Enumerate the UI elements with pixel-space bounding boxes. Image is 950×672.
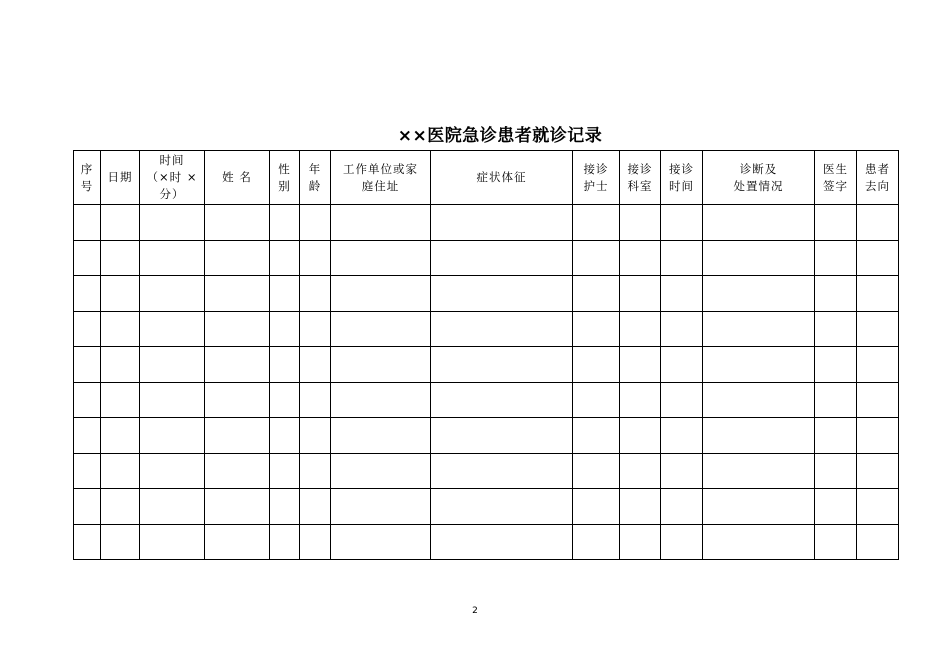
table-cell[interactable] xyxy=(661,489,703,525)
table-cell[interactable] xyxy=(300,205,331,241)
table-cell[interactable] xyxy=(573,418,620,454)
table-cell[interactable] xyxy=(703,205,815,241)
table-cell[interactable] xyxy=(140,205,205,241)
table-cell[interactable] xyxy=(74,418,101,454)
table-cell[interactable] xyxy=(815,453,857,489)
table-cell[interactable] xyxy=(815,311,857,347)
table-cell[interactable] xyxy=(205,453,270,489)
table-row xyxy=(74,524,899,560)
table-body xyxy=(74,205,899,560)
table-cell[interactable] xyxy=(270,453,300,489)
table-cell[interactable] xyxy=(140,524,205,560)
table-cell[interactable] xyxy=(703,453,815,489)
column-header xyxy=(573,151,620,205)
table-cell[interactable] xyxy=(205,347,270,383)
table-cell[interactable] xyxy=(101,524,140,560)
column-header xyxy=(300,151,331,205)
table-cell[interactable] xyxy=(573,240,620,276)
table-cell[interactable] xyxy=(620,347,661,383)
table-cell[interactable] xyxy=(205,382,270,418)
column-header-label: 时间 （×时 × 分） xyxy=(146,153,198,201)
table-cell[interactable] xyxy=(573,205,620,241)
table-cell[interactable] xyxy=(857,382,899,418)
column-header-label: 工作单位或家 庭住址 xyxy=(343,161,418,193)
table-cell[interactable] xyxy=(140,240,205,276)
table-row xyxy=(74,347,899,383)
table-cell[interactable] xyxy=(140,382,205,418)
table-cell[interactable] xyxy=(74,205,101,241)
table-cell[interactable] xyxy=(431,347,573,383)
table-cell[interactable] xyxy=(270,240,300,276)
table-cell[interactable] xyxy=(857,240,899,276)
column-header-label: 接诊 时间 xyxy=(669,161,694,193)
table-cell[interactable] xyxy=(331,240,431,276)
table-row xyxy=(74,418,899,454)
column-header-label: 接诊 科室 xyxy=(627,161,653,193)
table-cell[interactable] xyxy=(205,524,270,560)
table-cell[interactable] xyxy=(661,524,703,560)
table-cell[interactable] xyxy=(300,240,331,276)
column-header-label: 接诊 护士 xyxy=(583,161,609,193)
table-cell[interactable] xyxy=(703,524,815,560)
table-cell[interactable] xyxy=(331,347,431,383)
table-header-row xyxy=(74,151,899,205)
table-cell[interactable] xyxy=(857,489,899,525)
table-cell[interactable] xyxy=(703,382,815,418)
table-cell[interactable] xyxy=(573,311,620,347)
table-cell[interactable] xyxy=(101,311,140,347)
table-cell[interactable] xyxy=(815,276,857,312)
table-cell[interactable] xyxy=(661,276,703,312)
table-cell[interactable] xyxy=(431,453,573,489)
column-header xyxy=(857,151,899,205)
table-cell[interactable] xyxy=(703,311,815,347)
column-header-label: 性 别 xyxy=(278,161,291,193)
table-cell[interactable] xyxy=(573,276,620,312)
table-cell[interactable] xyxy=(703,418,815,454)
table-cell[interactable] xyxy=(140,347,205,383)
table-cell[interactable] xyxy=(300,453,331,489)
table-cell[interactable] xyxy=(331,205,431,241)
table-cell[interactable] xyxy=(661,418,703,454)
table-cell[interactable] xyxy=(74,311,101,347)
table-cell[interactable] xyxy=(620,524,661,560)
table-cell[interactable] xyxy=(857,347,899,383)
table-cell[interactable] xyxy=(815,418,857,454)
table-cell[interactable] xyxy=(573,489,620,525)
table-cell[interactable] xyxy=(620,382,661,418)
table-cell[interactable] xyxy=(431,418,573,454)
column-header xyxy=(205,151,270,205)
table-row xyxy=(74,205,899,241)
table-row xyxy=(74,276,899,312)
table-cell[interactable] xyxy=(74,276,101,312)
table-cell[interactable] xyxy=(140,418,205,454)
table-cell[interactable] xyxy=(331,453,431,489)
table-cell[interactable] xyxy=(140,311,205,347)
table-cell[interactable] xyxy=(431,311,573,347)
table-cell[interactable] xyxy=(703,240,815,276)
column-header-label: 序 号 xyxy=(80,161,94,193)
column-header xyxy=(331,151,431,205)
table-cell[interactable] xyxy=(140,489,205,525)
column-header-label: 年 龄 xyxy=(308,161,322,193)
table-cell[interactable] xyxy=(573,347,620,383)
table-row xyxy=(74,489,899,525)
table-cell[interactable] xyxy=(620,453,661,489)
column-header xyxy=(270,151,300,205)
table-cell[interactable] xyxy=(300,382,331,418)
table-cell[interactable] xyxy=(270,205,300,241)
table-cell[interactable] xyxy=(431,524,573,560)
table-cell[interactable] xyxy=(270,311,300,347)
table-cell[interactable] xyxy=(331,382,431,418)
table-cell[interactable] xyxy=(205,205,270,241)
table-cell[interactable] xyxy=(140,453,205,489)
table-cell[interactable] xyxy=(270,382,300,418)
table-cell[interactable] xyxy=(573,453,620,489)
table-cell[interactable] xyxy=(270,524,300,560)
table-cell[interactable] xyxy=(431,205,573,241)
column-header-label: 患者 去向 xyxy=(865,161,890,193)
table-cell[interactable] xyxy=(101,205,140,241)
table-cell[interactable] xyxy=(205,276,270,312)
table-cell[interactable] xyxy=(101,276,140,312)
column-header xyxy=(661,151,703,205)
table-cell[interactable] xyxy=(620,205,661,241)
column-header xyxy=(703,151,815,205)
table-cell[interactable] xyxy=(331,524,431,560)
table-cell[interactable] xyxy=(815,382,857,418)
table-cell[interactable] xyxy=(205,311,270,347)
table-cell[interactable] xyxy=(74,347,101,383)
table-cell[interactable] xyxy=(74,240,101,276)
table-cell[interactable] xyxy=(300,276,331,312)
table-cell[interactable] xyxy=(101,347,140,383)
table-cell[interactable] xyxy=(101,382,140,418)
table-cell[interactable] xyxy=(101,489,140,525)
table-cell[interactable] xyxy=(431,382,573,418)
table-cell[interactable] xyxy=(857,418,899,454)
table-cell[interactable] xyxy=(431,240,573,276)
table-cell[interactable] xyxy=(300,347,331,383)
column-header xyxy=(815,151,857,205)
table-cell[interactable] xyxy=(431,276,573,312)
column-header-label: 诊断及 处置情况 xyxy=(733,161,784,193)
column-header xyxy=(620,151,661,205)
table-cell[interactable] xyxy=(857,205,899,241)
table-cell[interactable] xyxy=(140,276,205,312)
column-header xyxy=(140,151,205,205)
column-header xyxy=(431,151,573,205)
table-cell[interactable] xyxy=(661,347,703,383)
table-cell[interactable] xyxy=(573,524,620,560)
table-cell[interactable] xyxy=(857,276,899,312)
table-cell[interactable] xyxy=(815,347,857,383)
table-cell[interactable] xyxy=(300,524,331,560)
table-cell[interactable] xyxy=(270,347,300,383)
table-cell[interactable] xyxy=(205,489,270,525)
table-cell[interactable] xyxy=(270,418,300,454)
document-title: ××医院急诊患者就诊记录 xyxy=(397,126,603,146)
column-header-label: 医生 签字 xyxy=(823,161,848,193)
table-cell[interactable] xyxy=(74,382,101,418)
table-cell[interactable] xyxy=(815,240,857,276)
table-cell[interactable] xyxy=(857,524,899,560)
table-row xyxy=(74,240,899,276)
page-number: 2 xyxy=(472,606,478,616)
table-cell[interactable] xyxy=(300,418,331,454)
table-cell[interactable] xyxy=(331,311,431,347)
table-cell[interactable] xyxy=(74,453,101,489)
column-header-label: 姓 名 xyxy=(222,170,252,184)
table-cell[interactable] xyxy=(703,347,815,383)
table-row xyxy=(74,382,899,418)
table-cell[interactable] xyxy=(620,418,661,454)
table-cell[interactable] xyxy=(661,240,703,276)
table-cell[interactable] xyxy=(331,489,431,525)
table-cell[interactable] xyxy=(205,418,270,454)
column-header xyxy=(101,151,140,205)
column-header-label: 症状体征 xyxy=(476,170,527,184)
table-cell[interactable] xyxy=(661,453,703,489)
table-cell[interactable] xyxy=(300,311,331,347)
column-header xyxy=(74,151,101,205)
table-cell[interactable] xyxy=(661,311,703,347)
table-cell[interactable] xyxy=(205,240,270,276)
table-cell[interactable] xyxy=(857,453,899,489)
table-cell[interactable] xyxy=(74,489,101,525)
table-cell[interactable] xyxy=(815,524,857,560)
table-cell[interactable] xyxy=(300,489,331,525)
table-cell[interactable] xyxy=(74,524,101,560)
table-cell[interactable] xyxy=(270,276,300,312)
table-cell[interactable] xyxy=(101,453,140,489)
table-cell[interactable] xyxy=(620,489,661,525)
table-cell[interactable] xyxy=(703,489,815,525)
table-cell[interactable] xyxy=(101,240,140,276)
table-cell[interactable] xyxy=(620,276,661,312)
table-cell[interactable] xyxy=(331,276,431,312)
table-cell[interactable] xyxy=(703,276,815,312)
table-cell[interactable] xyxy=(620,240,661,276)
table-row xyxy=(74,311,899,347)
table-cell[interactable] xyxy=(815,205,857,241)
column-header-label: 日期 xyxy=(107,170,133,184)
table-cell[interactable] xyxy=(431,489,573,525)
table-row xyxy=(74,453,899,489)
table-cell[interactable] xyxy=(573,382,620,418)
table-cell[interactable] xyxy=(331,418,431,454)
table-cell[interactable] xyxy=(661,205,703,241)
table-cell[interactable] xyxy=(101,418,140,454)
table-cell[interactable] xyxy=(620,311,661,347)
table-cell[interactable] xyxy=(815,489,857,525)
table-cell[interactable] xyxy=(857,311,899,347)
emergency-record-table xyxy=(73,150,899,560)
table-cell[interactable] xyxy=(661,382,703,418)
table-cell[interactable] xyxy=(270,489,300,525)
